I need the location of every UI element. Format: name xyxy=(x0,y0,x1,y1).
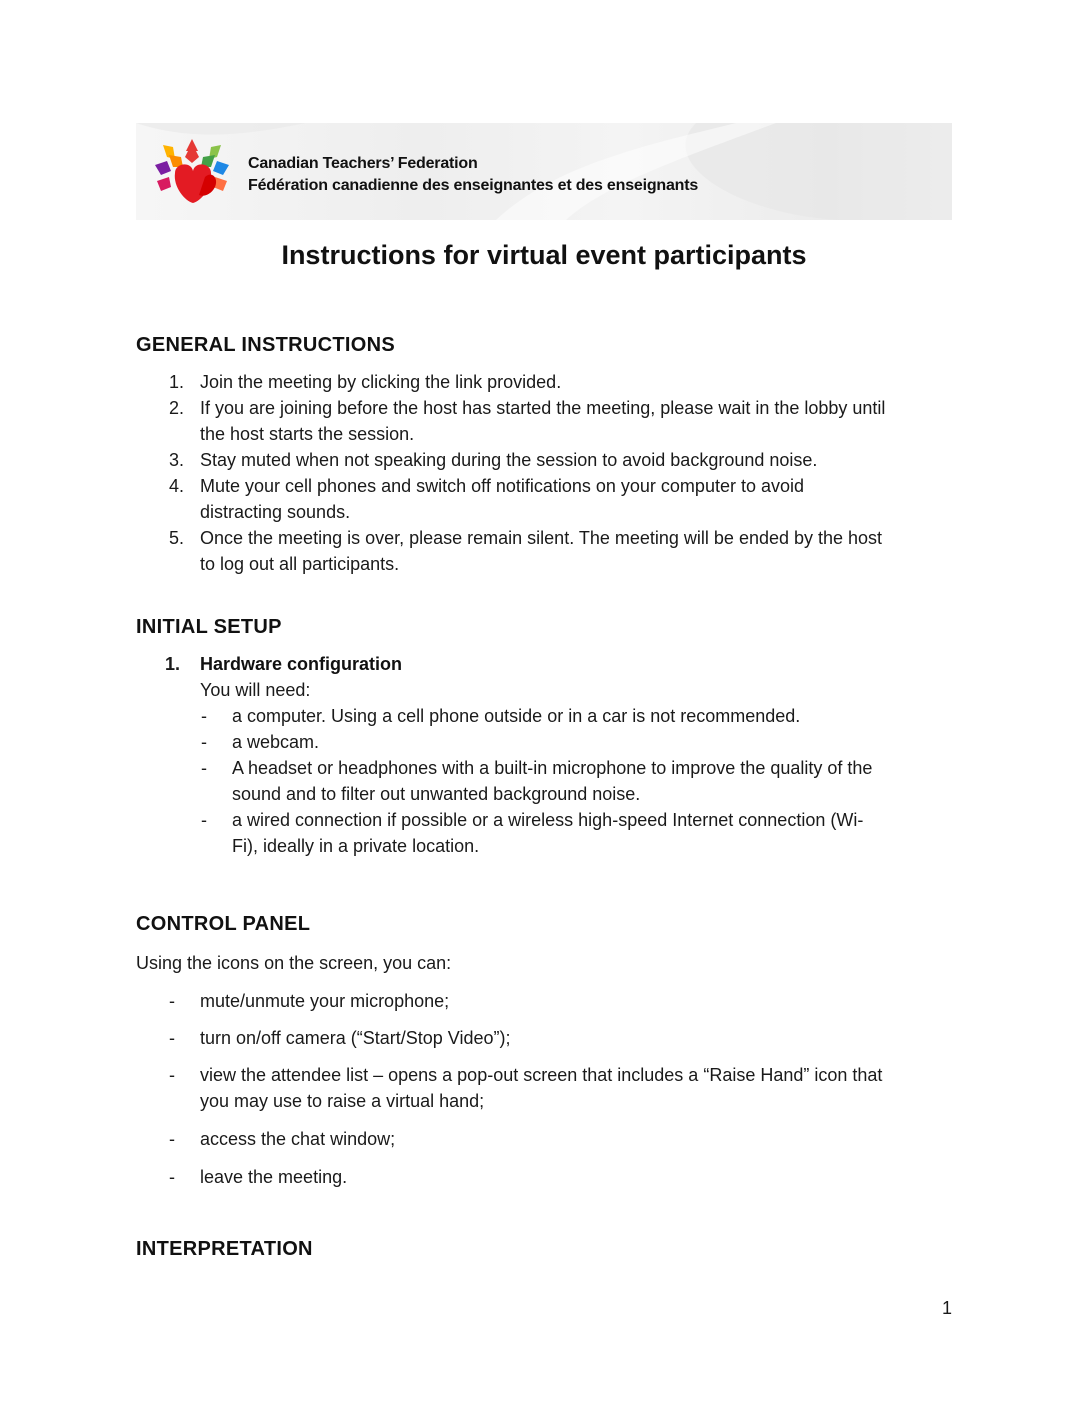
maple-leaf-logo-icon xyxy=(153,137,231,207)
list-item-text: If you are joining before the host has started the meeting, please wait in the lobby until xyxy=(200,398,886,418)
list-item-text: turn on/off camera (“Start/Stop Video”); xyxy=(200,1028,511,1048)
list-item-text: a computer. Using a cell phone outside or in a car is not recommended. xyxy=(232,706,801,726)
bullet-dash: - xyxy=(201,732,207,752)
bullet-dash: - xyxy=(169,1065,175,1085)
list-item-number: 5. xyxy=(168,528,184,548)
control-panel-intro: Using the icons on the screen, you can: xyxy=(136,953,452,973)
setup-subheading-number: 1. xyxy=(164,654,180,674)
bullet-dash: - xyxy=(169,1028,175,1048)
bullet-dash: - xyxy=(201,810,207,830)
list-item-number: 4. xyxy=(168,476,184,496)
org-name-french: Fédération canadienne des enseignantes et des enseignants xyxy=(248,177,699,194)
list-item-text-continued: the host starts the session. xyxy=(200,424,415,444)
setup-intro-text: You will need: xyxy=(200,680,311,700)
list-item-text: view the attendee list – opens a pop-out screen that includes a “Raise Hand” icon that xyxy=(200,1065,883,1085)
list-item-text: Join the meeting by clicking the link provided. xyxy=(200,372,562,392)
list-item-text: access the chat window; xyxy=(200,1129,396,1149)
list-item-number: 1. xyxy=(168,372,184,392)
hardware-configuration-heading: Hardware configuration xyxy=(200,654,403,674)
list-item-text-continued: sound and to filter out unwanted background noise. xyxy=(232,784,641,804)
list-item-text-continued: distracting sounds. xyxy=(200,502,351,522)
list-item-text-continued: you may use to raise a virtual hand; xyxy=(200,1091,485,1111)
list-item-text: Stay muted when not speaking during the session to avoid background noise. xyxy=(200,450,818,470)
bullet-dash: - xyxy=(169,1167,175,1187)
bullet-dash: - xyxy=(201,758,207,778)
list-item-number: 3. xyxy=(168,450,184,470)
header-banner xyxy=(136,123,952,220)
list-item-text: leave the meeting. xyxy=(200,1167,348,1187)
list-item-text: a wired connection if possible or a wireless high-speed Internet connection (Wi- xyxy=(232,810,864,830)
list-item-text: A headset or headphones with a built-in microphone to improve the quality of the xyxy=(232,758,873,778)
list-item-text: mute/unmute your microphone; xyxy=(200,991,450,1011)
page-number: 1 xyxy=(941,1298,952,1318)
bullet-dash: - xyxy=(201,706,207,726)
list-item-text-continued: Fi), ideally in a private location. xyxy=(232,836,480,856)
interpretation-heading: INTERPRETATION xyxy=(136,1238,313,1260)
control-panel-heading: CONTROL PANEL xyxy=(136,913,311,935)
org-name-english: Canadian Teachers’ Federation xyxy=(248,155,478,172)
general-instructions-heading: GENERAL INSTRUCTIONS xyxy=(136,334,395,356)
list-item-text: Mute your cell phones and switch off notifications on your computer to avoid xyxy=(200,476,805,496)
list-item-number: 2. xyxy=(168,398,184,418)
list-item-text: a webcam. xyxy=(232,732,320,752)
list-item-text-continued: to log out all participants. xyxy=(200,554,400,574)
initial-setup-heading: INITIAL SETUP xyxy=(136,616,282,638)
list-item-text: Once the meeting is over, please remain silent. The meeting will be ended by the host xyxy=(200,528,883,548)
bullet-dash: - xyxy=(169,991,175,1011)
document-title: Instructions for virtual event participants xyxy=(281,240,807,270)
bullet-dash: - xyxy=(169,1129,175,1149)
